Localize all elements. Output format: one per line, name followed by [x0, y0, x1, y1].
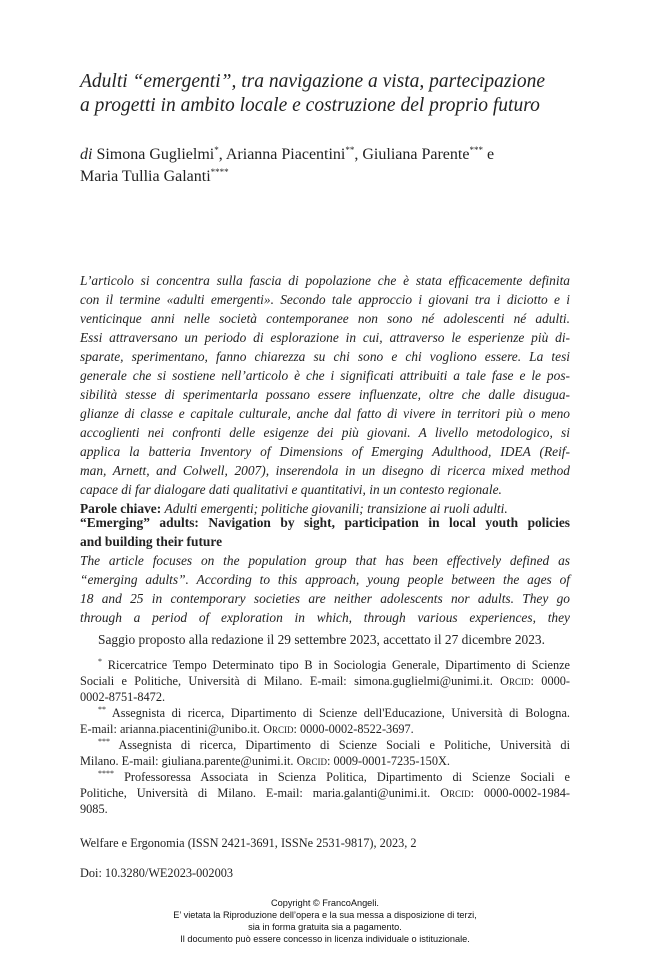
english-abstract-body [80, 551, 570, 627]
orcid-label: Orcid [500, 674, 531, 688]
footnote-marker: * [98, 657, 102, 666]
copyright-line: sia in forma gratuita sia a pagamento. [248, 922, 402, 932]
abstract-english [80, 513, 570, 627]
author-line-2 [80, 166, 600, 188]
footnote-text: Ricercatrice Tempo Determinato tipo B in Sociologia Generale, Dipartimento di Scienze [107, 658, 571, 672]
abstract-line: “emerging adults”. According to this approach, young people between the ages of [80, 572, 570, 587]
footnote-text: Sociali e Politiche, Università di Milano. E-mail: simona.guglielmi@unimi.it. [80, 674, 501, 688]
footnote-line [80, 721, 570, 737]
copyright-line: Copyright © FrancoAngeli. [271, 898, 379, 908]
copyright-line: Il documento può essere concesso in licenza individuale o istituzionale. [180, 934, 470, 944]
footnotes [80, 657, 570, 817]
footnote-line [80, 785, 570, 801]
abstract-line: The article focuses on the population group that has been effectively defined as [80, 553, 570, 568]
abstract-line-clipped: through a period of exploration in which, through various experiences, they [80, 610, 570, 625]
footnote-line [80, 769, 570, 785]
english-title-line-1: “Emerging” adults: Navigation by sight, participation in local youth policies [80, 515, 570, 530]
footnote-text: Assegnista di ricerca, Dipartimento di Scienze Sociali e Politiche, Università di [118, 738, 570, 752]
footnote-text: E-mail: arianna.piacentini@unibo.it. [80, 722, 264, 736]
footnote-text: : 0000-0002-1984- [470, 786, 570, 800]
footnote-2 [80, 705, 570, 737]
submission-dates: Saggio proposto alla redazione il 29 settembre 2023, accettato il 27 dicembre 2023. [98, 632, 545, 647]
footnote-4 [80, 769, 570, 817]
footnote-text: : 0009-0001-7235-150X. [326, 754, 450, 768]
abstract-line: glianze di classe e capitale culturale, anche dal fatto di vivere in territori più o meno [80, 406, 570, 421]
author-prefix: di [80, 146, 93, 163]
doi: Doi: 10.3280/WE2023-002003 [80, 866, 234, 880]
copyright-line: E’ vietata la Riproduzione dell’opera e la sua messa a disposizione di terzi, [173, 910, 477, 920]
orcid-label: Orcid [263, 722, 294, 736]
footnote-line: 0002-8751-8472. [80, 690, 166, 704]
footnote-line: 9085. [80, 802, 108, 816]
keywords-text: Adulti emergenti; politiche giovanili; transizione ai ruoli adulti. [164, 501, 508, 516]
footnote-1 [80, 657, 570, 705]
footnote-text: : 0000- [530, 674, 570, 688]
footnote-3 [80, 737, 570, 769]
footnote-text: Professoressa Associata in Scienza Politica, Dipartimento di Scienze Sociali e [124, 770, 571, 784]
abstract-line: con il termine «adulti emergenti». Secondo tale approccio i giovani tra i diciotto e i [80, 292, 570, 307]
footnote-text: : 0000-0002-8522-3697. [293, 722, 414, 736]
footnote-line [80, 705, 570, 721]
footnote-line [80, 657, 570, 673]
article-title [80, 70, 600, 118]
abstract-line: venticinque anni nelle società contemporanee non sono né adolescenti né adulti. [80, 311, 570, 326]
abstract-line: 18 and 25 in contemporary societies are neither adolescents nor adults. They go [80, 591, 570, 606]
footnote-marker: **** [98, 769, 114, 778]
author-list [80, 144, 600, 188]
author-name: Arianna Piacentini [225, 146, 346, 163]
footnote-marker: *** [98, 737, 110, 746]
keywords-label: Parole chiave: [80, 501, 162, 516]
author-name: Giuliana Parente [362, 146, 470, 163]
copyright-notice [0, 897, 650, 945]
footnote-text: Assegnista di ricerca, Dipartimento di Scienze dell'Educazione, Università di Bologna. [111, 706, 570, 720]
footnote-line [80, 753, 570, 769]
author-line-1: di Simona Guglielmi*, Arianna Piacentini**, Giuliana Parente*** e [80, 145, 495, 163]
journal-citation: Welfare e Ergonomia (ISSN 2421-3691, ISSNe 2531-9817), 2023, 2 [80, 836, 417, 850]
footnote-text: Politiche, Università di Milano. E-mail: maria.galanti@unimi.it. [80, 786, 441, 800]
abstract-line: accoglienti nei confronti delle esigenze dei più giovani. A livello metodologico, si [80, 425, 570, 440]
abstract-italian-body [80, 271, 570, 499]
footnote-marker: ** [345, 145, 355, 155]
footnote-marker: * [214, 145, 219, 155]
english-title [80, 513, 570, 551]
abstract-line: sibilità stesse di sperimentarla possano essere influenzate, oltre che dalle disugua- [80, 387, 570, 402]
abstract-line: capace di far dialogare dati qualitativi e quantitativi, in un contesto regionale. [80, 482, 502, 497]
abstract-line: Essi attraversano un periodo di esplorazione in cui, attraverso le esperienze più di- [80, 330, 570, 345]
author-name: Simona Guglielmi [96, 146, 215, 163]
title-line-2: a progetti in ambito locale e costruzione del proprio futuro [80, 95, 540, 116]
author-name: Maria Tullia Galanti [80, 168, 211, 185]
footnote-marker: **** [210, 167, 229, 177]
orcid-label: Orcid [296, 754, 327, 768]
title-line-1: Adulti “emergenti”, tra navigazione a vista, partecipazione [80, 71, 546, 92]
footnote-text: Milano. E-mail: giuliana.parente@unimi.it. [80, 754, 297, 768]
abstract-line: sparate, sperimentano, fanno chiarezza su chi sono e chi vogliono essere. La tesi [80, 349, 570, 364]
abstract-line: man, Arnett, and Colwell, 2007), inserendola in un disegno di ricerca mixed method [80, 463, 570, 478]
abstract-line: L’articolo si concentra sulla fascia di popolazione che è stata efficacemente definita [80, 273, 570, 288]
footnote-line [80, 673, 570, 689]
footnote-line [80, 737, 570, 753]
abstract-line: generale che si sostiene nell’articolo è che i significati attribuiti a tale fase e le pos- [80, 368, 570, 383]
abstract-italian [80, 271, 570, 518]
footnote-marker: *** [469, 145, 483, 155]
author-conjunction: e [486, 146, 495, 163]
orcid-label: Orcid [440, 786, 471, 800]
footnote-marker: ** [98, 705, 106, 714]
english-title-line-2: and building their future [80, 534, 223, 549]
abstract-line: applica la batteria Inventory of Dimensions of Emerging Adulthood, IDEA (Reif- [80, 444, 570, 459]
